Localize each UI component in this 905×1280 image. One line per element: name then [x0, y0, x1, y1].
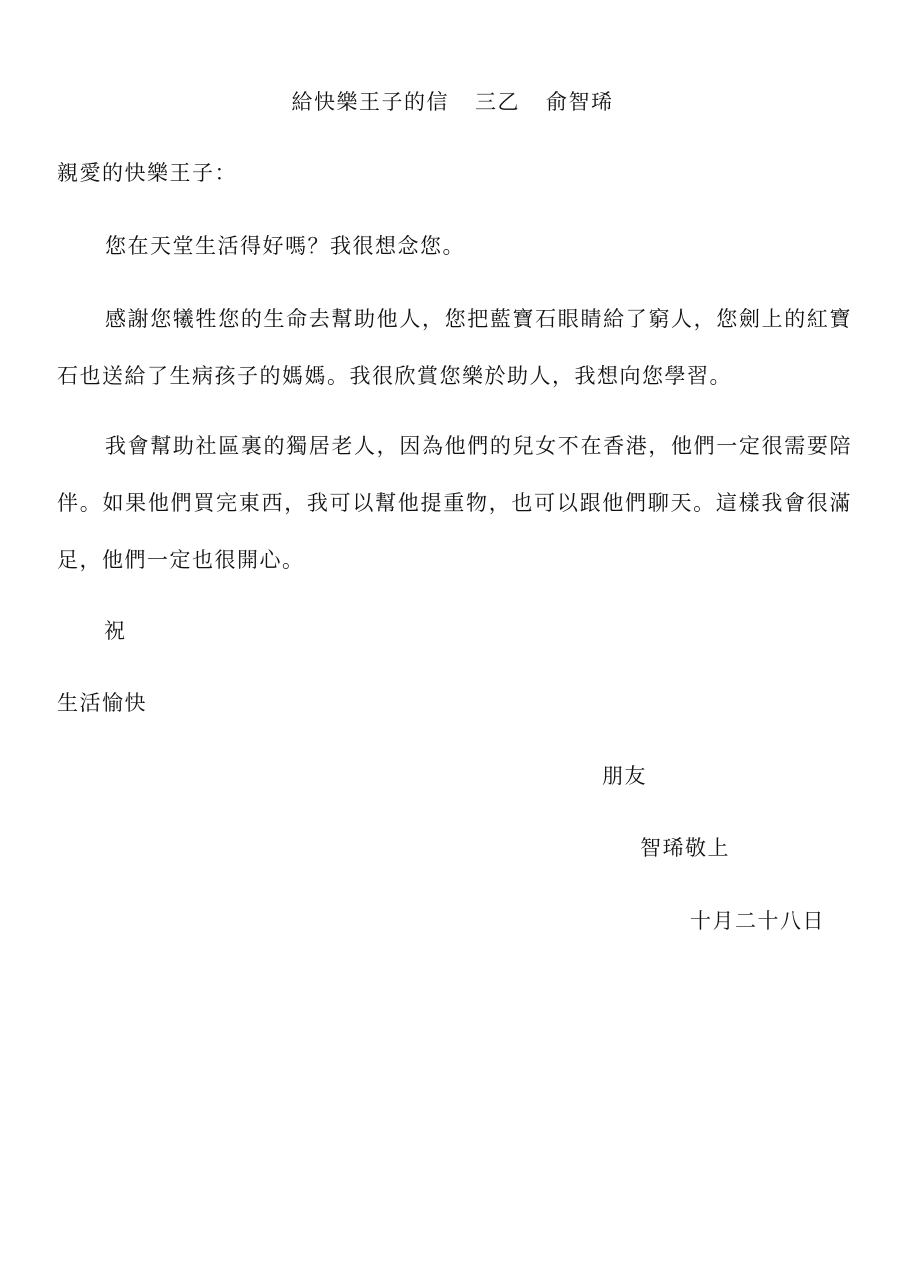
closing-wish-2: 生活愉快	[57, 691, 147, 715]
salutation: 親愛的快樂王子：	[57, 161, 237, 185]
author-name: 俞智琋	[546, 90, 614, 114]
paragraph-3	[57, 418, 852, 589]
paragraph-1-text: 您在天堂生活得好嗎？我很想念您。	[105, 234, 465, 258]
closing-wish-1: 祝	[104, 619, 127, 643]
letter-date: 十月二十八日	[690, 909, 825, 933]
paragraph-2	[57, 291, 852, 405]
signature-name: 智琋敬上	[640, 836, 730, 860]
signature-relation: 朋友	[602, 764, 647, 788]
title-text: 給快樂王子的信	[291, 90, 449, 114]
paragraph-2-text: 感謝您犧牲您的生命去幫助他人，您把藍寶石眼睛給了窮人，您劍上的紅寶石也送給了生病孩子的媽媽。我很欣賞您樂於助人，我想向您學習。	[57, 307, 852, 388]
class-name: 三乙	[475, 90, 520, 114]
paragraph-1	[57, 218, 852, 275]
letter-title	[0, 88, 905, 116]
paragraph-3-text: 我會幫助社區裏的獨居老人，因為他們的兒女不在香港，他們一定很需要陪伴。如果他們買完東西，我可以幫他提重物，也可以跟他們聊天。這樣我會很滿足，他們一定也很開心。	[57, 434, 852, 572]
